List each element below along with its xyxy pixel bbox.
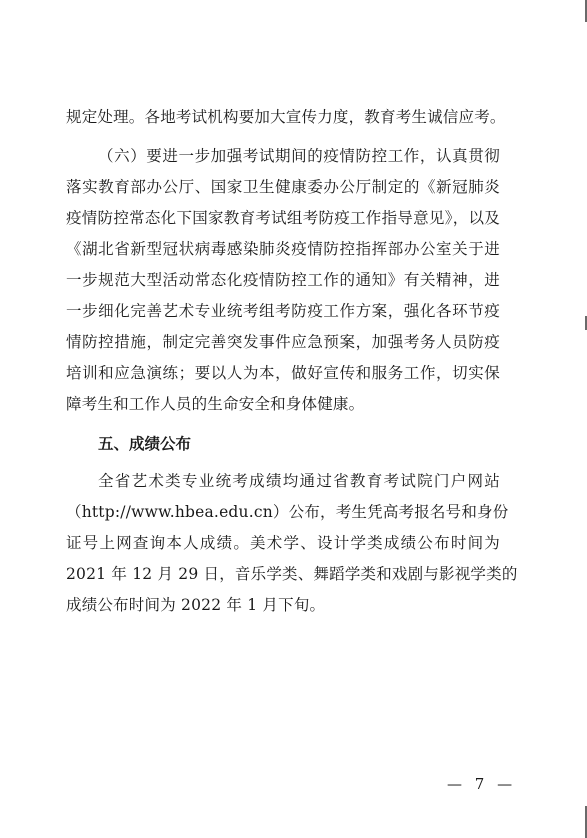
paragraph-line: 证号上网查询本人成绩。美术学、设计学类成绩公布时间为	[66, 534, 500, 552]
paragraph-line: 规定处理。各地考试机构要加大宣传力度，教育考生诚信应考。	[66, 108, 506, 126]
paragraph-line: 一步规范大型活动常态化疫情防控工作的通知》有关精神，进	[66, 271, 500, 289]
paragraph-line: 落实教育部办公厅、国家卫生健康委办公厅制定的《新冠肺炎	[66, 178, 500, 196]
paragraph-line: （http://www.hbea.edu.cn）公布，考生凭高考报名号和身份	[66, 503, 509, 521]
page-number: — 7 —	[447, 775, 517, 793]
paragraph-line: 培训和应急演练；要以人为本，做好宣传和服务工作，切实保	[66, 364, 500, 382]
paragraph-line: （六）要进一步加强考试期间的疫情防控工作，认真贯彻	[98, 147, 500, 165]
paragraph-line: 成绩公布时间为 2022 年 1 月下旬。	[66, 596, 326, 614]
paragraph-line: 疫情防控常态化下国家教育考试组考防疫工作指导意见》，以及	[66, 209, 500, 227]
paragraph-line: 一步细化完善艺术专业统考组考防疫工作方案，强化各环节疫	[66, 302, 500, 320]
section-heading: 五、成绩公布	[98, 435, 192, 453]
paragraph-line: 全省艺术类专业统考成绩均通过省教育考试院门户网站	[98, 472, 500, 490]
paragraph-line: 2021 年 12 月 29 日，音乐学类、舞蹈学类和戏剧与影视学类的	[66, 565, 518, 583]
paragraph-line: 障考生和工作人员的生命安全和身体健康。	[66, 395, 365, 413]
paragraph-line: 《湖北省新型冠状病毒感染肺炎疫情防控指挥部办公室关于进	[66, 240, 500, 258]
paragraph-line: 情防控措施，制定完善突发事件应急预案，加强考务人员防疫	[66, 333, 500, 351]
